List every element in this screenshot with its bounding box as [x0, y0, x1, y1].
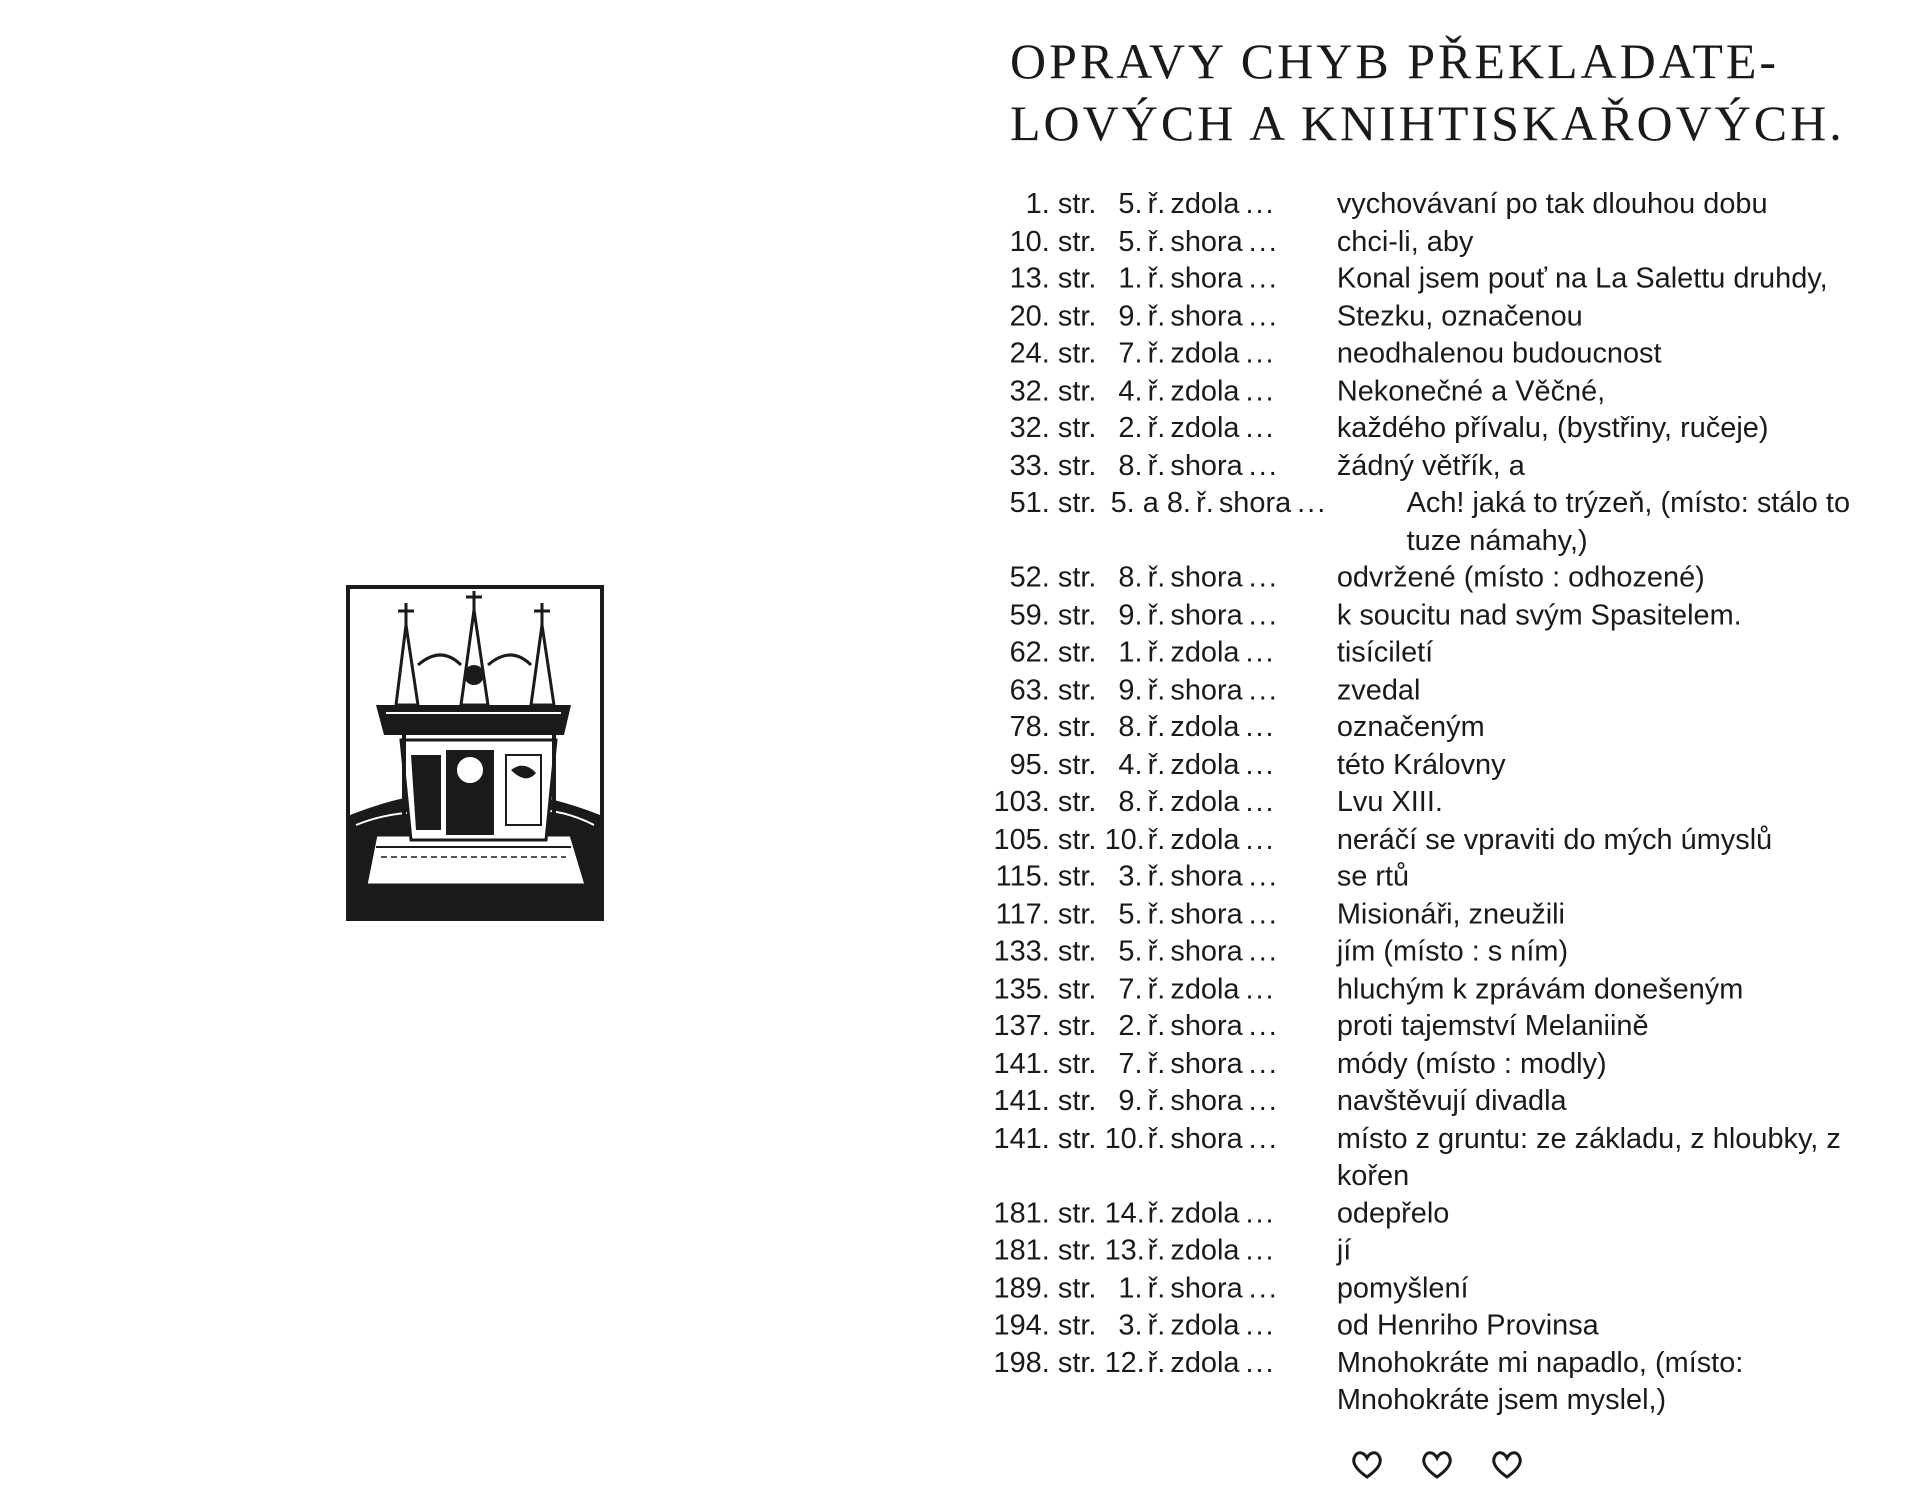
errata-reference: [980, 560, 1329, 597]
errata-row: [980, 186, 1892, 223]
errata-str: str.: [1057, 972, 1097, 1005]
errata-r: ř.: [1147, 898, 1166, 931]
errata-correction: zvedal: [1336, 673, 1421, 706]
errata-reference: [980, 859, 1329, 896]
errata-direction: zdola: [1170, 187, 1240, 220]
errata-direction: zdola: [1170, 823, 1240, 856]
errata-direction: shora: [1170, 599, 1243, 632]
errata-r: ř.: [1147, 561, 1166, 594]
errata-page: 135.: [993, 972, 1050, 1005]
errata-line: 8.: [1118, 711, 1143, 744]
errata-line: 8.: [1118, 561, 1143, 594]
errata-dots: ...: [1248, 1085, 1279, 1117]
errata-row: [980, 223, 1892, 260]
errata-reference: [980, 448, 1329, 485]
errata-r: ř.: [1147, 673, 1166, 706]
errata-direction: zdola: [1170, 786, 1240, 818]
errata-str: str.: [1057, 1271, 1097, 1304]
errata-correction: k soucitu nad svým Spasitelem.: [1336, 599, 1742, 632]
errata-line: 2.: [1118, 1010, 1143, 1043]
errata-dots: ...: [1248, 599, 1279, 632]
errata-str: str.: [1057, 1047, 1097, 1080]
errata-row: [980, 373, 1892, 410]
errata-line: 3.: [1118, 860, 1143, 893]
errata-direction: shora: [1170, 1010, 1243, 1043]
errata-str: str.: [1057, 225, 1097, 258]
errata-dots: ...: [1245, 786, 1276, 818]
errata-r: ř.: [1147, 1122, 1166, 1155]
errata-reference: [980, 1233, 1329, 1270]
errata-r: ř.: [1147, 449, 1166, 482]
errata-page: 105.: [993, 823, 1050, 856]
errata-correction: Konal jsem pouť na La Salettu druhdy,: [1336, 262, 1828, 295]
errata-str: str.: [1057, 673, 1097, 706]
errata-row: [980, 1195, 1892, 1232]
errata-r: ř.: [1147, 786, 1166, 818]
errata-direction: shora: [1170, 935, 1243, 968]
heart-icon: [1490, 1450, 1524, 1480]
errata-page: 133.: [993, 935, 1050, 968]
errata-line: 14.: [1104, 1197, 1145, 1230]
errata-direction: shora: [1170, 561, 1243, 594]
errata-row: [980, 784, 1892, 821]
errata-correction: Nekonečné a Věčné,: [1336, 374, 1606, 407]
errata-dots: ...: [1245, 337, 1276, 370]
errata-page: 181.: [993, 1197, 1050, 1230]
errata-reference: [980, 597, 1329, 634]
errata-line: 4.: [1118, 748, 1143, 781]
errata-direction: zdola: [1170, 1197, 1240, 1230]
errata-line: 5.: [1118, 225, 1143, 258]
errata-reference: [980, 1345, 1329, 1382]
errata-page: 1.: [1025, 187, 1050, 220]
errata-line: 1.: [1118, 1271, 1143, 1304]
errata-line: 9.: [1118, 300, 1143, 333]
errata-page: 137.: [993, 1010, 1050, 1043]
heart-icon: [1420, 1450, 1454, 1480]
errata-dots: ...: [1248, 449, 1279, 482]
errata-dots: ...: [1248, 935, 1279, 968]
errata-correction: této Královny: [1336, 748, 1506, 781]
errata-str: str.: [1057, 262, 1097, 295]
errata-list: [980, 186, 1892, 1420]
errata-line: 8.: [1118, 449, 1143, 482]
errata-row: [980, 934, 1892, 971]
errata-reference: [980, 747, 1329, 784]
errata-direction: shora: [1170, 449, 1243, 482]
errata-dots: ...: [1245, 374, 1276, 407]
errata-correction: Misionáři, zneužili: [1336, 898, 1565, 931]
errata-dots: ...: [1248, 262, 1279, 295]
errata-r: ř.: [1147, 300, 1166, 333]
errata-page: 52.: [1009, 561, 1050, 594]
errata-row: [980, 672, 1892, 709]
errata-page: 117.: [995, 898, 1050, 931]
errata-dots: ...: [1245, 636, 1276, 669]
errata-dots: ...: [1297, 487, 1328, 519]
errata-reference: [980, 672, 1329, 709]
errata-dots: ...: [1245, 412, 1276, 445]
errata-reference: [980, 186, 1329, 223]
errata-r: ř.: [1147, 711, 1166, 744]
errata-page: 181.: [993, 1234, 1050, 1267]
errata-page: 141.: [993, 1047, 1050, 1080]
errata-direction: zdola: [1170, 1309, 1240, 1342]
errata-r: ř.: [1147, 972, 1166, 1005]
errata-page: 141.: [993, 1122, 1050, 1155]
errata-line: 7.: [1118, 972, 1143, 1005]
errata-page: 198.: [993, 1346, 1050, 1379]
errata-direction: zdola: [1170, 374, 1240, 407]
errata-direction: shora: [1170, 898, 1243, 931]
errata-dots: ...: [1245, 1346, 1276, 1379]
errata-dots: ...: [1245, 748, 1276, 781]
errata-row: [980, 485, 1892, 560]
errata-r: ř.: [1147, 599, 1166, 632]
errata-reference: [980, 298, 1329, 335]
errata-line: 5.: [1118, 187, 1143, 220]
errata-dots: ...: [1245, 823, 1276, 856]
errata-dots: ...: [1245, 1197, 1276, 1230]
errata-correction: odvržené (místo : odhozené): [1336, 561, 1705, 594]
errata-dots: ...: [1245, 1309, 1276, 1342]
errata-correction: neráčí se vpraviti do mých úmyslů: [1336, 823, 1773, 856]
heart-icon: [1350, 1450, 1384, 1480]
errata-reference: [980, 410, 1329, 447]
errata-direction: zdola: [1170, 1346, 1240, 1379]
errata-correction: navštěvují divadla: [1336, 1085, 1567, 1117]
errata-str: str.: [1057, 636, 1097, 669]
errata-line: 9.: [1118, 1085, 1143, 1117]
errata-reference: [980, 1120, 1329, 1157]
fountain-woodcut-image: [346, 585, 604, 921]
errata-row: [980, 821, 1892, 858]
errata-row: [980, 261, 1892, 298]
errata-direction: shora: [1170, 673, 1243, 706]
errata-line: 1.: [1118, 262, 1143, 295]
errata-str: str.: [1057, 748, 1097, 781]
errata-direction: shora: [1170, 1271, 1243, 1304]
errata-dots: ...: [1245, 711, 1276, 744]
errata-page: 194.: [993, 1309, 1050, 1342]
errata-r: ř.: [1147, 225, 1166, 258]
errata-r: ř.: [1147, 1047, 1166, 1080]
errata-str: str.: [1057, 1010, 1097, 1043]
errata-row: [980, 1345, 1892, 1420]
errata-line: 9.: [1118, 599, 1143, 632]
errata-row: [980, 896, 1892, 933]
errata-correction: proti tajemství Melaniině: [1336, 1010, 1649, 1043]
errata-row: [980, 635, 1892, 672]
errata-r: ř.: [1147, 1234, 1166, 1267]
errata-str: str.: [1057, 487, 1097, 519]
errata-dots: ...: [1245, 1234, 1276, 1267]
errata-reference: [980, 934, 1329, 971]
errata-line: 4.: [1118, 374, 1143, 407]
errata-str: str.: [1057, 187, 1097, 220]
errata-str: str.: [1057, 1346, 1097, 1379]
errata-correction: neodhalenou budoucnost: [1336, 337, 1662, 370]
errata-line: 5. a 8.: [1110, 487, 1191, 519]
errata-page: 63.: [1009, 673, 1050, 706]
title-line-2: LOVÝCH A KNIHTISKAŘOVÝCH.: [1010, 95, 1845, 151]
errata-correction: hluchým k zprávám donešeným: [1336, 972, 1744, 1005]
errata-reference: [980, 971, 1329, 1008]
errata-page: 10.: [1009, 225, 1050, 258]
errata-reference: [980, 821, 1329, 858]
errata-correction: jí: [1336, 1234, 1352, 1267]
errata-str: str.: [1057, 561, 1097, 594]
errata-correction: odepřelo: [1336, 1197, 1450, 1230]
errata-correction: módy (místo : modly): [1336, 1047, 1607, 1080]
errata-dots: ...: [1248, 1122, 1279, 1155]
errata-reference: [980, 1008, 1329, 1045]
errata-reference: [980, 1195, 1329, 1232]
errata-reference: [980, 896, 1329, 933]
errata-correction: žádný větřík, a: [1336, 449, 1525, 482]
errata-r: ř.: [1147, 1197, 1166, 1230]
errata-correction: označeným: [1336, 711, 1485, 744]
errata-row: [980, 298, 1892, 335]
errata-dots: ...: [1248, 673, 1279, 706]
errata-r: ř.: [1147, 187, 1166, 220]
errata-page: 62.: [1009, 636, 1050, 669]
errata-correction: každého přívalu, (bystřiny, ručeje): [1336, 412, 1769, 445]
errata-correction: od Henriho Provinsa: [1336, 1309, 1599, 1342]
errata-line: 5.: [1118, 935, 1143, 968]
errata-row: [980, 597, 1892, 634]
errata-direction: shora: [1170, 1047, 1243, 1080]
errata-line: 3.: [1118, 1309, 1143, 1342]
errata-str: str.: [1057, 935, 1097, 968]
errata-page: 13.: [1009, 262, 1050, 295]
errata-line: 12.: [1104, 1346, 1145, 1379]
errata-correction: vychovávaní po tak dlouhou dobu: [1336, 187, 1768, 220]
errata-row: [980, 1083, 1892, 1120]
errata-reference: [980, 1046, 1329, 1083]
errata-page: 59.: [1009, 599, 1050, 632]
errata-direction: zdola: [1170, 711, 1240, 744]
errata-row: [980, 1046, 1892, 1083]
errata-row: [980, 560, 1892, 597]
errata-r: ř.: [1147, 1085, 1166, 1117]
errata-reference: [980, 261, 1329, 298]
errata-r: ř.: [1147, 412, 1166, 445]
errata-reference: [980, 336, 1329, 373]
errata-page: 33.: [1009, 449, 1050, 482]
errata-reference: [980, 1270, 1329, 1307]
errata-page: 20.: [1009, 300, 1050, 333]
title-line-1: OPRAVY CHYB PŘEKLADATE-: [1010, 33, 1780, 89]
errata-row: [980, 1307, 1892, 1344]
errata-str: str.: [1057, 860, 1097, 893]
errata-direction: zdola: [1170, 972, 1240, 1005]
errata-line: 1.: [1118, 636, 1143, 669]
errata-str: str.: [1057, 1234, 1097, 1267]
errata-reference: [980, 485, 1399, 522]
errata-direction: zdola: [1170, 748, 1240, 781]
errata-direction: shora: [1170, 225, 1243, 258]
errata-reference: [980, 635, 1329, 672]
errata-reference: [980, 784, 1329, 821]
errata-page: 51.: [1009, 487, 1050, 519]
errata-direction: shora: [1170, 300, 1243, 333]
errata-direction: shora: [1218, 487, 1292, 519]
errata-r: ř.: [1147, 636, 1166, 669]
errata-dots: ...: [1248, 561, 1279, 594]
errata-correction: tisíciletí: [1336, 636, 1434, 669]
errata-dots: ...: [1245, 187, 1276, 220]
errata-str: str.: [1057, 599, 1097, 632]
errata-r: ř.: [1147, 337, 1166, 370]
errata-direction: zdola: [1170, 337, 1240, 370]
errata-direction: zdola: [1170, 412, 1240, 445]
errata-r: ř.: [1147, 1309, 1166, 1342]
errata-r: ř.: [1147, 935, 1166, 968]
errata-r: ř.: [1147, 823, 1166, 856]
errata-row: [980, 747, 1892, 784]
errata-page: 189.: [993, 1271, 1050, 1304]
errata-r: ř.: [1147, 1010, 1166, 1043]
errata-str: str.: [1057, 337, 1097, 370]
errata-dots: ...: [1248, 225, 1279, 258]
errata-page: 32.: [1009, 412, 1050, 445]
errata-line: 8.: [1118, 786, 1143, 818]
errata-line: 5.: [1118, 898, 1143, 931]
errata-reference: [980, 1307, 1329, 1344]
errata-r: ř.: [1196, 487, 1214, 519]
errata-page: 103.: [993, 786, 1050, 818]
errata-str: str.: [1057, 711, 1097, 744]
errata-str: str.: [1057, 1309, 1097, 1342]
errata-page: 24.: [1009, 337, 1050, 370]
errata-line: 7.: [1118, 1047, 1143, 1080]
errata-str: str.: [1057, 786, 1097, 818]
woodcut-illustration: [346, 585, 604, 921]
errata-direction: shora: [1170, 1122, 1243, 1155]
errata-reference: [980, 223, 1329, 260]
errata-correction: Stezku, označenou: [1336, 300, 1583, 333]
errata-dots: ...: [1248, 1047, 1279, 1080]
errata-correction: se rtů: [1336, 860, 1410, 893]
errata-direction: shora: [1170, 1085, 1243, 1117]
errata-line: 10.: [1104, 1122, 1145, 1155]
errata-str: str.: [1057, 1197, 1097, 1230]
errata-r: ř.: [1147, 748, 1166, 781]
errata-dots: ...: [1248, 898, 1279, 931]
errata-correction: Ach! jaká to trýzeň, (místo: stálo to tuze námahy,): [1406, 487, 1851, 557]
errata-r: ř.: [1147, 1346, 1166, 1379]
errata-direction: shora: [1170, 262, 1243, 295]
errata-row: [980, 1233, 1892, 1270]
errata-r: ř.: [1147, 374, 1166, 407]
errata-str: str.: [1057, 1085, 1097, 1117]
errata-page: 95.: [1009, 748, 1050, 781]
errata-correction: místo z gruntu: ze základu, z hloubky, z kořen: [1336, 1122, 1841, 1192]
errata-r: ř.: [1147, 1271, 1166, 1304]
errata-row: [980, 709, 1892, 746]
errata-r: ř.: [1147, 860, 1166, 893]
errata-dots: ...: [1248, 1010, 1279, 1043]
errata-correction: Lvu XIII.: [1336, 786, 1443, 818]
page-title: [1010, 30, 1890, 154]
errata-r: ř.: [1147, 262, 1166, 295]
errata-correction: jím (místo : s ním): [1336, 935, 1569, 968]
errata-dots: ...: [1248, 860, 1279, 893]
errata-page: 78.: [1009, 711, 1050, 744]
errata-str: str.: [1057, 300, 1097, 333]
errata-row: [980, 448, 1892, 485]
errata-str: str.: [1057, 412, 1097, 445]
errata-line: 7.: [1118, 337, 1143, 370]
errata-direction: zdola: [1170, 1234, 1240, 1267]
errata-str: str.: [1057, 823, 1097, 856]
errata-line: 13.: [1104, 1234, 1145, 1267]
errata-row: [980, 1008, 1892, 1045]
errata-dots: ...: [1245, 972, 1276, 1005]
errata-page: 115.: [995, 860, 1050, 893]
errata-reference: [980, 373, 1329, 410]
errata-reference: [980, 1083, 1329, 1120]
errata-row: [980, 1270, 1892, 1307]
errata-str: str.: [1057, 449, 1097, 482]
errata-line: 2.: [1118, 412, 1143, 445]
errata-row: [980, 1120, 1892, 1195]
errata-line: 10.: [1104, 823, 1145, 856]
errata-str: str.: [1057, 374, 1097, 407]
errata-reference: [980, 709, 1329, 746]
errata-page: 32.: [1009, 374, 1050, 407]
errata-direction: zdola: [1170, 636, 1240, 669]
errata-dots: ...: [1248, 1271, 1279, 1304]
errata-str: str.: [1057, 1122, 1097, 1155]
errata-row: [980, 859, 1892, 896]
errata-row: [980, 971, 1892, 1008]
errata-correction: chci-li, aby: [1336, 225, 1474, 258]
errata-line: 9.: [1118, 673, 1143, 706]
errata-row: [980, 410, 1892, 447]
errata-dots: ...: [1248, 300, 1279, 333]
heart-ornament: [1350, 1450, 1550, 1480]
errata-str: str.: [1057, 898, 1097, 931]
errata-row: [980, 336, 1892, 373]
errata-direction: shora: [1170, 860, 1243, 893]
errata-page: 141.: [993, 1085, 1050, 1117]
errata-correction: Mnohokráte mi napadlo, (místo: Mnohokráte jsem myslel,): [1336, 1346, 1744, 1417]
errata-correction: pomyšlení: [1336, 1271, 1469, 1304]
